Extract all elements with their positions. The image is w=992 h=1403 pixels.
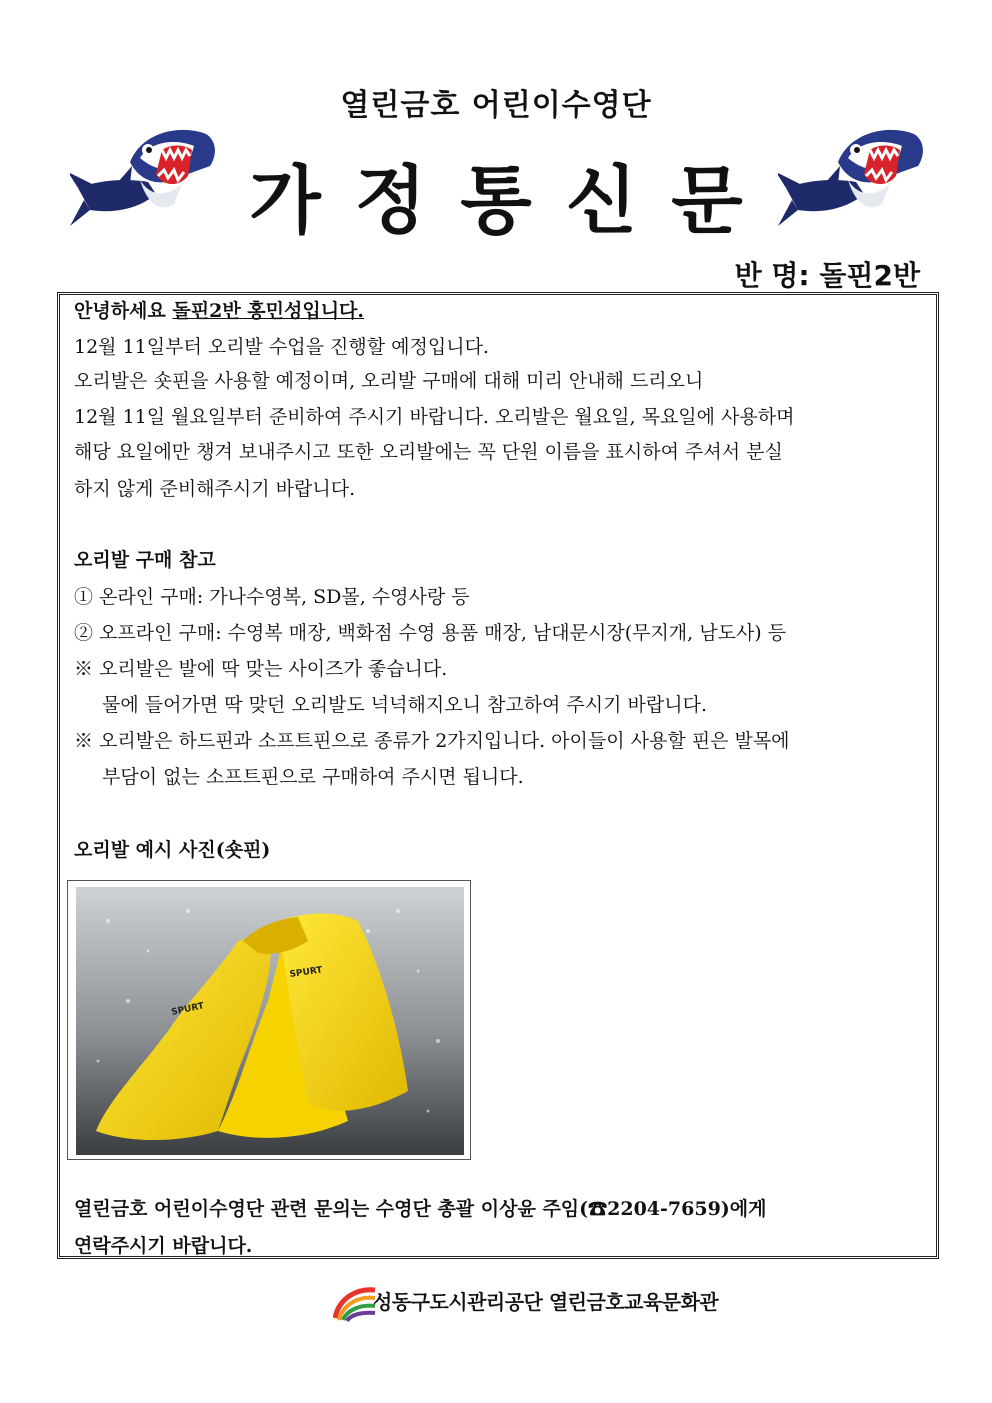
greeting-name: 돌핀2반 홍민성입니다. (172, 300, 365, 322)
body-line: 하지 않게 준비해주시기 바랍니다. (74, 478, 356, 500)
shark-mascot-icon (778, 122, 928, 232)
contact-line: 연락주시기 바랍니다. (74, 1235, 253, 1257)
footer-org-name: 성동구도시관리공단 열린금호교육문화관 (373, 1290, 719, 1314)
fin-example-photo (67, 880, 471, 1160)
purchase-note: ※ 오리발은 하드핀과 소프트핀으로 종류가 2가지입니다. 아이들이 사용할 핀은 발목에 (74, 730, 790, 752)
page-title: 가정통신문 (249, 158, 777, 244)
photo-heading: 오리발 예시 사진(숏핀) (74, 839, 271, 861)
purchase-line: ① 온라인 구매: 가나수영복, SD몰, 수영사랑 등 (74, 586, 470, 608)
contact-line: 열린금호 어린이수영단 관련 문의는 수영단 총괄 이상윤 주임(☎2204-7659)에게 (74, 1198, 767, 1220)
body-line: 해당 요일에만 챙겨 보내주시고 또한 오리발에는 꼭 단원 이름을 표시하여 주셔서 분실 (74, 441, 783, 463)
body-line: 12월 11일부터 오리발 수업을 진행할 예정입니다. (74, 336, 489, 358)
fin-brand-label: SPURT (289, 965, 324, 980)
purchase-note: 부담이 없는 소프트핀으로 구매하여 주시면 됩니다. (102, 766, 524, 788)
footer-org (333, 1282, 719, 1322)
purchase-line: ② 오프라인 구매: 수영복 매장, 백화점 수영 용품 매장, 남대문시장(무지개, 남도사) 등 (74, 622, 787, 644)
purchase-note: ※ 오리발은 발에 딱 맞는 사이즈가 좋습니다. (74, 658, 448, 680)
purchase-note: 물에 들어가면 딱 맞던 오리발도 넉넉해지오니 참고하여 주시기 바랍니다. (102, 694, 707, 716)
greeting-line (74, 298, 364, 324)
fin-brand-label: SPURT (170, 1001, 205, 1018)
class-name-label: 반 명: 돌핀2반 (734, 259, 920, 292)
purchase-heading: 오리발 구매 참고 (74, 549, 216, 571)
greeting-prefix: 안녕하세요 (74, 300, 173, 322)
body-line: 오리발은 숏핀을 사용할 예정이며, 오리발 구매에 대해 미리 안내해 드리오니 (74, 370, 704, 392)
body-line: 12월 11일 월요일부터 준비하여 주시기 바랍니다. 오리발은 월요일, 목요일에 사용하며 (74, 406, 795, 428)
subtitle: 열린금호 어린이수영단 (340, 88, 652, 123)
rainbow-logo-icon (333, 1282, 377, 1322)
